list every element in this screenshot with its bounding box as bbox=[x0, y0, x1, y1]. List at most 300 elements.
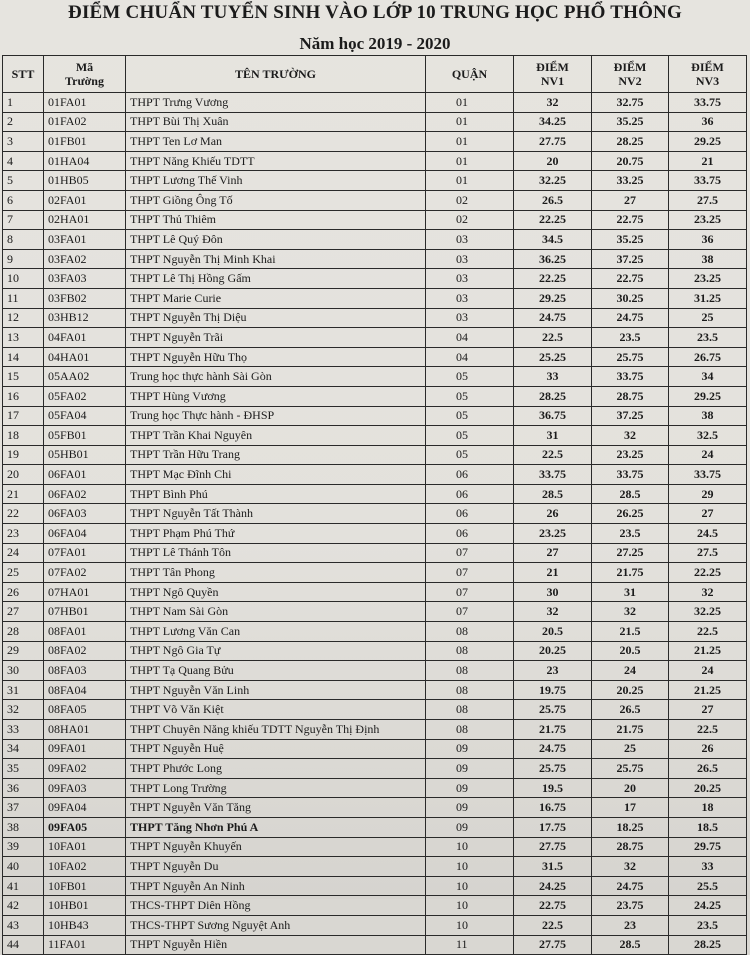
cell-stt: 13 bbox=[3, 328, 44, 348]
cell-score-nv2: 23.5 bbox=[592, 328, 669, 348]
page-title: ĐIỂM CHUẨN TUYỂN SINH VÀO LỚP 10 TRUNG HỌC PHỔ THÔNG bbox=[68, 2, 682, 23]
cell-score-nv3: 23.5 bbox=[669, 915, 747, 935]
table-row bbox=[3, 249, 747, 269]
table-row bbox=[3, 386, 747, 406]
table-row bbox=[3, 112, 747, 132]
cell-score-nv2: 32 bbox=[592, 602, 669, 622]
cell-stt: 39 bbox=[3, 837, 44, 857]
cell-district: 03 bbox=[426, 288, 514, 308]
cell-school-name: THPT Nguyễn Tất Thành bbox=[126, 504, 426, 524]
cell-score-nv2: 31 bbox=[592, 582, 669, 602]
cell-score-nv1: 31 bbox=[514, 426, 592, 446]
table-row bbox=[3, 190, 747, 210]
cell-score-nv3: 27.5 bbox=[669, 190, 747, 210]
cell-stt: 26 bbox=[3, 582, 44, 602]
cell-score-nv2: 23.5 bbox=[592, 524, 669, 544]
cell-stt: 12 bbox=[3, 308, 44, 328]
table-row bbox=[3, 484, 747, 504]
cell-stt: 20 bbox=[3, 465, 44, 485]
cell-score-nv1: 22.25 bbox=[514, 269, 592, 289]
cell-score-nv1: 34.5 bbox=[514, 230, 592, 250]
cell-district: 07 bbox=[426, 543, 514, 563]
cell-score-nv1: 22.5 bbox=[514, 445, 592, 465]
cell-school-code: 02HA01 bbox=[44, 210, 126, 230]
cell-score-nv1: 32.25 bbox=[514, 171, 592, 191]
cell-district: 08 bbox=[426, 622, 514, 642]
cell-stt: 6 bbox=[3, 190, 44, 210]
cell-school-code: 01FB01 bbox=[44, 132, 126, 152]
cell-school-name: THPT Nam Sài Gòn bbox=[126, 602, 426, 622]
cell-district: 06 bbox=[426, 504, 514, 524]
cell-stt: 34 bbox=[3, 739, 44, 759]
cell-score-nv1: 34.25 bbox=[514, 112, 592, 132]
cell-score-nv1: 36.25 bbox=[514, 249, 592, 269]
cell-district: 10 bbox=[426, 915, 514, 935]
cell-stt: 42 bbox=[3, 896, 44, 916]
cell-school-code: 09FA05 bbox=[44, 817, 126, 837]
cell-score-nv1: 19.5 bbox=[514, 778, 592, 798]
cell-score-nv2: 26.25 bbox=[592, 504, 669, 524]
cell-school-name: THPT Nguyễn Trãi bbox=[126, 328, 426, 348]
cell-school-code: 09FA02 bbox=[44, 759, 126, 779]
cell-school-code: 03FB02 bbox=[44, 288, 126, 308]
cell-stt: 25 bbox=[3, 563, 44, 583]
cell-stt: 3 bbox=[3, 132, 44, 152]
cell-score-nv1: 27 bbox=[514, 543, 592, 563]
cell-school-code: 09FA04 bbox=[44, 798, 126, 818]
cell-stt: 4 bbox=[3, 151, 44, 171]
cell-score-nv1: 28.25 bbox=[514, 386, 592, 406]
cell-school-name: THPT Nguyễn Hữu Thọ bbox=[126, 347, 426, 367]
page-subtitle: Năm học 2019 - 2020 bbox=[299, 34, 451, 53]
table-row bbox=[3, 367, 747, 387]
cell-school-name: THPT Giồng Ông Tố bbox=[126, 190, 426, 210]
cell-school-name: THPT Tạ Quang Bửu bbox=[126, 661, 426, 681]
table-row bbox=[3, 798, 747, 818]
cell-score-nv3: 23.25 bbox=[669, 269, 747, 289]
table-row bbox=[3, 308, 747, 328]
cell-score-nv3: 24 bbox=[669, 445, 747, 465]
cell-score-nv2: 21.5 bbox=[592, 622, 669, 642]
table-row bbox=[3, 582, 747, 602]
cell-school-name: THPT Ngô Quyền bbox=[126, 582, 426, 602]
header-school-name: TÊN TRƯỜNG bbox=[126, 56, 426, 93]
cell-district: 03 bbox=[426, 249, 514, 269]
cell-score-nv1: 21 bbox=[514, 563, 592, 583]
cell-school-name: THPT Trưng Vương bbox=[126, 93, 426, 113]
cell-score-nv2: 24.75 bbox=[592, 876, 669, 896]
table-row bbox=[3, 739, 747, 759]
cell-school-code: 01FA01 bbox=[44, 93, 126, 113]
cell-stt: 15 bbox=[3, 367, 44, 387]
table-header-row bbox=[3, 56, 747, 93]
cell-school-name: THPT Thủ Thiêm bbox=[126, 210, 426, 230]
cell-score-nv3: 24.5 bbox=[669, 524, 747, 544]
cell-school-code: 10FA01 bbox=[44, 837, 126, 857]
table-row bbox=[3, 759, 747, 779]
cell-stt: 9 bbox=[3, 249, 44, 269]
cell-stt: 5 bbox=[3, 171, 44, 191]
cell-score-nv2: 28.5 bbox=[592, 484, 669, 504]
cell-school-name: THPT Marie Curie bbox=[126, 288, 426, 308]
cell-score-nv3: 33.75 bbox=[669, 465, 747, 485]
cell-score-nv2: 17 bbox=[592, 798, 669, 818]
cell-school-name: THPT Ten Lơ Man bbox=[126, 132, 426, 152]
cell-school-name: THPT Nguyễn Du bbox=[126, 857, 426, 877]
cell-stt: 18 bbox=[3, 426, 44, 446]
cell-score-nv2: 23.25 bbox=[592, 445, 669, 465]
cell-school-name: THPT Phạm Phú Thứ bbox=[126, 524, 426, 544]
cell-district: 01 bbox=[426, 171, 514, 191]
cell-score-nv1: 24.75 bbox=[514, 739, 592, 759]
cell-score-nv2: 33.75 bbox=[592, 367, 669, 387]
cell-score-nv3: 25.5 bbox=[669, 876, 747, 896]
cell-school-code: 10HB01 bbox=[44, 896, 126, 916]
table-row bbox=[3, 426, 747, 446]
table-row bbox=[3, 132, 747, 152]
cell-stt: 41 bbox=[3, 876, 44, 896]
cell-school-code: 01FA02 bbox=[44, 112, 126, 132]
header-score-nv1: ĐIỂM NV1 bbox=[514, 56, 592, 93]
cell-score-nv2: 28.75 bbox=[592, 386, 669, 406]
cell-school-name: THPT Tân Phong bbox=[126, 563, 426, 583]
cell-stt: 44 bbox=[3, 935, 44, 955]
cell-school-code: 10FA02 bbox=[44, 857, 126, 877]
cell-score-nv1: 36.75 bbox=[514, 406, 592, 426]
cell-score-nv3: 36 bbox=[669, 230, 747, 250]
cell-stt: 2 bbox=[3, 112, 44, 132]
cell-score-nv1: 24.75 bbox=[514, 308, 592, 328]
cell-score-nv2: 22.75 bbox=[592, 210, 669, 230]
cell-score-nv3: 32 bbox=[669, 582, 747, 602]
cell-stt: 31 bbox=[3, 680, 44, 700]
cell-school-code: 03FA02 bbox=[44, 249, 126, 269]
cell-school-code: 08FA01 bbox=[44, 622, 126, 642]
cell-school-name: THPT Ngô Gia Tự bbox=[126, 641, 426, 661]
table-row bbox=[3, 524, 747, 544]
cell-school-name: Trung học thực hành Sài Gòn bbox=[126, 367, 426, 387]
cell-score-nv2: 30.25 bbox=[592, 288, 669, 308]
header-district: QUẬN bbox=[426, 56, 514, 93]
cell-score-nv3: 36 bbox=[669, 112, 747, 132]
cell-school-code: 10HB43 bbox=[44, 915, 126, 935]
table-row bbox=[3, 406, 747, 426]
table-row bbox=[3, 915, 747, 935]
cell-school-code: 05HB01 bbox=[44, 445, 126, 465]
cell-stt: 1 bbox=[3, 93, 44, 113]
cell-score-nv2: 23.75 bbox=[592, 896, 669, 916]
cell-stt: 40 bbox=[3, 857, 44, 877]
cell-score-nv3: 32.5 bbox=[669, 426, 747, 446]
table-row bbox=[3, 876, 747, 896]
cell-score-nv1: 26 bbox=[514, 504, 592, 524]
cell-stt: 22 bbox=[3, 504, 44, 524]
cell-school-name: THPT Hùng Vương bbox=[126, 386, 426, 406]
cell-school-code: 07HB01 bbox=[44, 602, 126, 622]
cell-school-name: THPT Nguyễn Văn Linh bbox=[126, 680, 426, 700]
cell-score-nv1: 27.75 bbox=[514, 935, 592, 955]
header-stt: STT bbox=[3, 56, 44, 93]
cell-district: 09 bbox=[426, 817, 514, 837]
cell-score-nv3: 29 bbox=[669, 484, 747, 504]
cell-school-code: 08HA01 bbox=[44, 720, 126, 740]
table-row bbox=[3, 563, 747, 583]
table-row bbox=[3, 720, 747, 740]
cell-score-nv3: 31.25 bbox=[669, 288, 747, 308]
cell-district: 01 bbox=[426, 151, 514, 171]
cell-school-code: 05FA04 bbox=[44, 406, 126, 426]
cell-score-nv2: 21.75 bbox=[592, 563, 669, 583]
cell-stt: 35 bbox=[3, 759, 44, 779]
cell-school-code: 11FA01 bbox=[44, 935, 126, 955]
cell-district: 04 bbox=[426, 347, 514, 367]
cell-score-nv3: 33 bbox=[669, 857, 747, 877]
cell-score-nv2: 33.25 bbox=[592, 171, 669, 191]
cell-score-nv2: 23 bbox=[592, 915, 669, 935]
cell-score-nv3: 33.75 bbox=[669, 93, 747, 113]
cell-stt: 21 bbox=[3, 484, 44, 504]
cell-score-nv1: 25.75 bbox=[514, 700, 592, 720]
cell-school-code: 03HB12 bbox=[44, 308, 126, 328]
cell-score-nv3: 26.75 bbox=[669, 347, 747, 367]
cell-district: 08 bbox=[426, 700, 514, 720]
cell-score-nv2: 24.75 bbox=[592, 308, 669, 328]
cell-score-nv1: 27.75 bbox=[514, 837, 592, 857]
cell-score-nv1: 25.25 bbox=[514, 347, 592, 367]
cell-district: 10 bbox=[426, 837, 514, 857]
cell-score-nv2: 27.25 bbox=[592, 543, 669, 563]
cell-district: 10 bbox=[426, 857, 514, 877]
cell-score-nv2: 28.25 bbox=[592, 132, 669, 152]
table-row bbox=[3, 445, 747, 465]
cell-score-nv1: 33.75 bbox=[514, 465, 592, 485]
table-row bbox=[3, 935, 747, 955]
header-score-nv2: ĐIỂM NV2 bbox=[592, 56, 669, 93]
cell-stt: 38 bbox=[3, 817, 44, 837]
table-body bbox=[3, 93, 747, 955]
table-row bbox=[3, 151, 747, 171]
cell-stt: 17 bbox=[3, 406, 44, 426]
cell-score-nv2: 25 bbox=[592, 739, 669, 759]
table-row bbox=[3, 641, 747, 661]
cell-school-code: 07HA01 bbox=[44, 582, 126, 602]
cell-stt: 16 bbox=[3, 386, 44, 406]
cell-school-name: THPT Trần Hữu Trang bbox=[126, 445, 426, 465]
table-row bbox=[3, 778, 747, 798]
admission-score-table bbox=[2, 55, 747, 955]
table-row bbox=[3, 837, 747, 857]
cell-district: 09 bbox=[426, 739, 514, 759]
cell-stt: 43 bbox=[3, 915, 44, 935]
cell-score-nv2: 20.75 bbox=[592, 151, 669, 171]
cell-district: 01 bbox=[426, 93, 514, 113]
cell-school-code: 04FA01 bbox=[44, 328, 126, 348]
cell-stt: 37 bbox=[3, 798, 44, 818]
cell-district: 08 bbox=[426, 661, 514, 681]
cell-school-code: 01HB05 bbox=[44, 171, 126, 191]
cell-school-name: THPT Bùi Thị Xuân bbox=[126, 112, 426, 132]
cell-district: 05 bbox=[426, 406, 514, 426]
cell-school-name: THPT Lê Quý Đôn bbox=[126, 230, 426, 250]
cell-score-nv1: 25.75 bbox=[514, 759, 592, 779]
cell-score-nv3: 18.5 bbox=[669, 817, 747, 837]
cell-district: 11 bbox=[426, 935, 514, 955]
cell-district: 03 bbox=[426, 230, 514, 250]
cell-school-name: THPT Bình Phú bbox=[126, 484, 426, 504]
cell-school-code: 08FA02 bbox=[44, 641, 126, 661]
cell-school-name: THPT Tăng Nhơn Phú A bbox=[126, 817, 426, 837]
cell-score-nv3: 20.25 bbox=[669, 778, 747, 798]
cell-district: 05 bbox=[426, 426, 514, 446]
cell-district: 08 bbox=[426, 720, 514, 740]
table-row bbox=[3, 543, 747, 563]
cell-score-nv1: 31.5 bbox=[514, 857, 592, 877]
cell-score-nv1: 30 bbox=[514, 582, 592, 602]
cell-school-name: THCS-THPT Diên Hồng bbox=[126, 896, 426, 916]
cell-stt: 7 bbox=[3, 210, 44, 230]
cell-district: 05 bbox=[426, 386, 514, 406]
cell-stt: 8 bbox=[3, 230, 44, 250]
cell-school-name: THPT Lương Văn Can bbox=[126, 622, 426, 642]
cell-district: 09 bbox=[426, 759, 514, 779]
header-score-nv3: ĐIỂM NV3 bbox=[669, 56, 747, 93]
cell-school-name: THPT Võ Văn Kiệt bbox=[126, 700, 426, 720]
cell-district: 02 bbox=[426, 190, 514, 210]
cell-school-name: THPT Nguyễn Hiền bbox=[126, 935, 426, 955]
cell-school-code: 05FB01 bbox=[44, 426, 126, 446]
cell-district: 08 bbox=[426, 641, 514, 661]
cell-district: 09 bbox=[426, 778, 514, 798]
cell-district: 04 bbox=[426, 328, 514, 348]
cell-school-name: THPT Nguyễn Văn Tăng bbox=[126, 798, 426, 818]
cell-score-nv3: 21.25 bbox=[669, 680, 747, 700]
cell-score-nv2: 25.75 bbox=[592, 759, 669, 779]
cell-score-nv2: 24 bbox=[592, 661, 669, 681]
table-row bbox=[3, 210, 747, 230]
cell-score-nv2: 37.25 bbox=[592, 249, 669, 269]
cell-score-nv3: 21 bbox=[669, 151, 747, 171]
cell-score-nv1: 29.25 bbox=[514, 288, 592, 308]
cell-score-nv3: 22.5 bbox=[669, 720, 747, 740]
cell-stt: 36 bbox=[3, 778, 44, 798]
cell-score-nv2: 25.75 bbox=[592, 347, 669, 367]
cell-score-nv2: 28.5 bbox=[592, 935, 669, 955]
cell-stt: 28 bbox=[3, 622, 44, 642]
cell-score-nv2: 27 bbox=[592, 190, 669, 210]
cell-school-code: 08FA03 bbox=[44, 661, 126, 681]
cell-score-nv3: 33.75 bbox=[669, 171, 747, 191]
table-row bbox=[3, 700, 747, 720]
cell-school-name: THPT Nguyễn Khuyến bbox=[126, 837, 426, 857]
cell-district: 01 bbox=[426, 112, 514, 132]
cell-score-nv3: 29.75 bbox=[669, 837, 747, 857]
cell-score-nv3: 18 bbox=[669, 798, 747, 818]
cell-district: 05 bbox=[426, 367, 514, 387]
table-row bbox=[3, 288, 747, 308]
cell-school-code: 03FA03 bbox=[44, 269, 126, 289]
table-row bbox=[3, 602, 747, 622]
cell-stt: 32 bbox=[3, 700, 44, 720]
cell-score-nv3: 29.25 bbox=[669, 132, 747, 152]
cell-school-code: 06FA04 bbox=[44, 524, 126, 544]
cell-score-nv1: 24.25 bbox=[514, 876, 592, 896]
table-row bbox=[3, 93, 747, 113]
cell-score-nv3: 23.5 bbox=[669, 328, 747, 348]
cell-score-nv1: 20 bbox=[514, 151, 592, 171]
cell-score-nv2: 28.75 bbox=[592, 837, 669, 857]
cell-score-nv2: 20 bbox=[592, 778, 669, 798]
cell-stt: 14 bbox=[3, 347, 44, 367]
cell-score-nv2: 35.25 bbox=[592, 230, 669, 250]
cell-score-nv3: 27 bbox=[669, 700, 747, 720]
cell-score-nv1: 26.5 bbox=[514, 190, 592, 210]
cell-school-code: 06FA03 bbox=[44, 504, 126, 524]
table-row bbox=[3, 622, 747, 642]
cell-stt: 33 bbox=[3, 720, 44, 740]
cell-score-nv3: 28.25 bbox=[669, 935, 747, 955]
cell-score-nv1: 22.5 bbox=[514, 328, 592, 348]
cell-score-nv2: 32 bbox=[592, 857, 669, 877]
table-row bbox=[3, 817, 747, 837]
cell-score-nv3: 27 bbox=[669, 504, 747, 524]
cell-district: 07 bbox=[426, 602, 514, 622]
cell-district: 07 bbox=[426, 563, 514, 583]
cell-school-code: 08FA05 bbox=[44, 700, 126, 720]
table-row bbox=[3, 230, 747, 250]
cell-score-nv1: 20.25 bbox=[514, 641, 592, 661]
cell-school-name: THCS-THPT Sương Nguyệt Anh bbox=[126, 915, 426, 935]
cell-school-name: THPT Long Trường bbox=[126, 778, 426, 798]
cell-stt: 30 bbox=[3, 661, 44, 681]
table-row bbox=[3, 504, 747, 524]
table-row bbox=[3, 857, 747, 877]
cell-school-code: 01HA04 bbox=[44, 151, 126, 171]
cell-score-nv1: 22.5 bbox=[514, 915, 592, 935]
table-row bbox=[3, 661, 747, 681]
cell-score-nv3: 34 bbox=[669, 367, 747, 387]
cell-stt: 19 bbox=[3, 445, 44, 465]
table-row bbox=[3, 680, 747, 700]
cell-score-nv2: 37.25 bbox=[592, 406, 669, 426]
cell-stt: 24 bbox=[3, 543, 44, 563]
cell-district: 03 bbox=[426, 269, 514, 289]
cell-score-nv2: 26.5 bbox=[592, 700, 669, 720]
cell-school-code: 08FA04 bbox=[44, 680, 126, 700]
cell-district: 02 bbox=[426, 210, 514, 230]
cell-school-name: THPT Phước Long bbox=[126, 759, 426, 779]
cell-school-name: THPT Lương Thế Vinh bbox=[126, 171, 426, 191]
cell-score-nv2: 33.75 bbox=[592, 465, 669, 485]
cell-school-code: 02FA01 bbox=[44, 190, 126, 210]
cell-school-code: 07FA01 bbox=[44, 543, 126, 563]
cell-score-nv1: 32 bbox=[514, 93, 592, 113]
cell-school-name: THPT Lê Thánh Tôn bbox=[126, 543, 426, 563]
cell-score-nv3: 21.25 bbox=[669, 641, 747, 661]
cell-score-nv3: 26 bbox=[669, 739, 747, 759]
cell-school-name: THPT Nguyễn Huệ bbox=[126, 739, 426, 759]
cell-school-code: 06FA01 bbox=[44, 465, 126, 485]
cell-score-nv1: 21.75 bbox=[514, 720, 592, 740]
cell-score-nv3: 22.5 bbox=[669, 622, 747, 642]
cell-score-nv1: 19.75 bbox=[514, 680, 592, 700]
cell-district: 05 bbox=[426, 445, 514, 465]
cell-school-code: 03FA01 bbox=[44, 230, 126, 250]
cell-district: 10 bbox=[426, 876, 514, 896]
cell-school-name: THPT Nguyễn An Ninh bbox=[126, 876, 426, 896]
cell-stt: 23 bbox=[3, 524, 44, 544]
cell-school-name: THPT Năng Khiếu TDTT bbox=[126, 151, 426, 171]
cell-score-nv3: 23.25 bbox=[669, 210, 747, 230]
